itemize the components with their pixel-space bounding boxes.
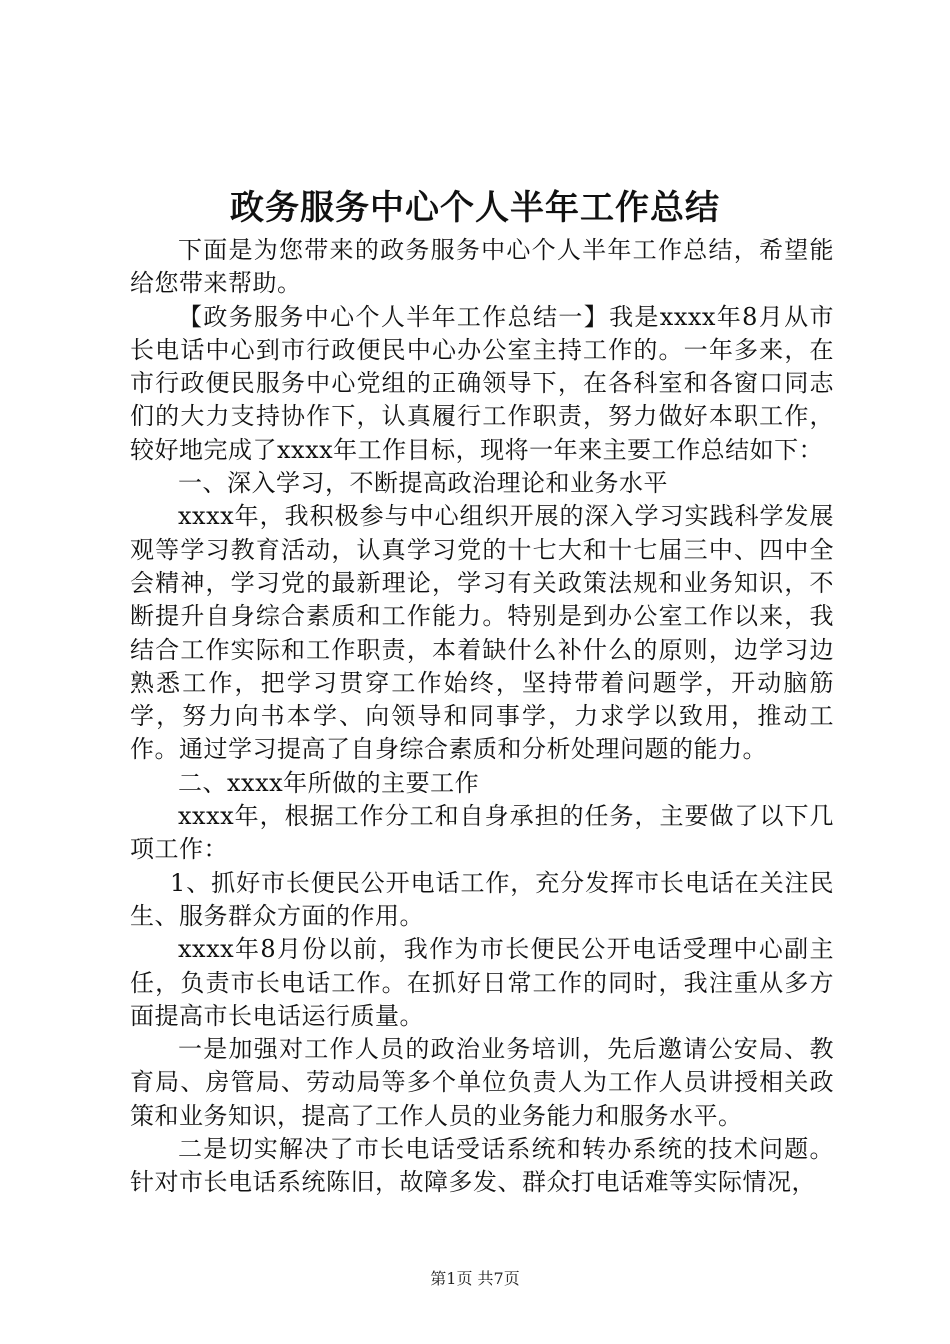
paragraph-training: 一是加强对工作人员的政治业务培训，先后邀请公安局、教育局、房管局、劳动局等多个单位负责人为工作人员讲授相关政策和业务知识，提高了工作人员的业务能力和服务水平。 (130, 1035, 834, 1130)
paragraph-main-work: xxxx年，根据工作分工和自身承担的任务，主要做了以下几项工作： (130, 802, 834, 864)
paragraph-summary-one: 【政务服务中心个人半年工作总结一】我是xxxx年8月从市长电话中心到市行政便民中心办公室主持工作的。一年多来，在市行政便民服务中心党组的正确领导下，在各科室和各窗口同志们的大力支持协作下，认真履行工作职责，努力做好本职工作，较好地完成了xxxx年工作目标，现将一年来主要工作总结如下： (130, 302, 834, 464)
paragraph-hotline-duty: xxxx年8月份以前，我作为市长便民公开电话受理中心副主任，负责市长电话工作。在抓好日常工作的同时，我注重从多方面提高市长电话运行质量。 (130, 935, 834, 1030)
list-item-mayor-hotline: 1、抓好市长便民公开电话工作，充分发挥市长电话在关注民生、服务群众方面的作用。 (130, 868, 834, 930)
section-heading-study: 一、深入学习，不断提高政治理论和业务水平 (178, 469, 668, 498)
document-body (130, 234, 834, 1200)
paragraph-technical: 二是切实解决了市长电话受话系统和转办系统的技术问题。针对市长电话系统陈旧，故障多发、群众打电话难等实际情况， (130, 1135, 834, 1197)
document-title: 政务服务中心个人半年工作总结 (230, 188, 720, 228)
section-heading-main-work: 二、xxxx年所做的主要工作 (178, 768, 480, 797)
paragraph-intro: 下面是为您带来的政务服务中心个人半年工作总结，希望能给您带来帮助。 (130, 236, 834, 298)
page-number: 第1页 共7页 (430, 1269, 520, 1288)
paragraph-study: xxxx年，我积极参与中心组织开展的深入学习实践科学发展观等学习教育活动，认真学习党的十七大和十七届三中、四中全会精神，学习党的最新理论，学习有关政策法规和业务知识，不断提升自身综合素质和工作能力。特别是到办公室工作以来，我结合工作实际和工作职责，本着缺什么补什么的原则，边学习边熟悉工作，把学习贯穿工作始终，坚持带着问题学，开动脑筋学，努力向书本学、向领导和同事学，力求学以致用，推动工作。通过学习提高了自身综合素质和分析处理问题的能力。 (130, 502, 834, 764)
